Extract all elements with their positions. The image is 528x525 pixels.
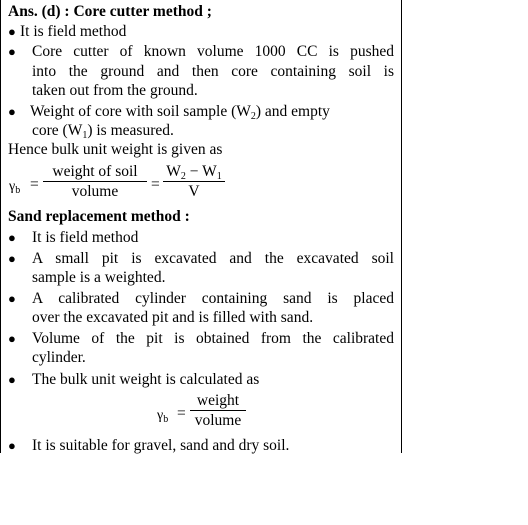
bullet-marker: ●: [8, 44, 16, 59]
gamma-b-symbol: $\gamma_b$: [157, 408, 169, 425]
sand-item-field-method: It is field method: [32, 229, 139, 246]
sand-item-cylinder-line2: over the excavated pit and is filled with sand.: [32, 309, 314, 326]
core-item-field-method: It is field method: [20, 23, 127, 40]
fraction-numerator: weight: [196, 392, 240, 409]
sand-item-volume-line2: cylinder.: [32, 349, 86, 366]
core-cutter-heading: Ans. (d) : Core cutter method ;: [8, 3, 212, 20]
hence-text: Hence bulk unit weight is given as: [8, 141, 223, 158]
sand-item-pit-line1: A small pit is excavated and the excavated soil: [32, 250, 394, 267]
fraction-w2-minus-w1-over-v: [163, 162, 225, 202]
core-item-cutter-line3: taken out from the ground.: [32, 82, 198, 99]
sand-item-volume-line1: Volume of the pit is obtained from the calibrated: [32, 330, 394, 347]
fraction-numerator: $W_2 - W_1$: [166, 163, 222, 182]
fraction-weight-over-volume: [190, 391, 246, 431]
core-item-weight-line1: Weight of core with soil sample $(W_2)$ and empty: [30, 103, 330, 122]
sand-replacement-heading: Sand replacement method :: [8, 208, 190, 225]
sand-item-pit-line2: sample is a weighted.: [32, 269, 166, 286]
fraction-denominator: volume: [71, 183, 119, 200]
bullet-marker: ●: [8, 291, 16, 306]
bullet-marker: ●: [8, 251, 16, 266]
sand-item-suitable: It is suitable for gravel, sand and dry soil.: [32, 437, 290, 454]
equals-sign: =: [177, 405, 186, 422]
fraction-weight-over-volume: [43, 162, 147, 202]
bullet-marker: ●: [8, 230, 16, 245]
bullet-marker: ●: [8, 331, 16, 346]
bullet-marker: ●: [8, 372, 16, 387]
equals-sign: =: [30, 176, 39, 193]
core-item-cutter-line2: into the ground and then core containing soil is: [32, 63, 394, 80]
fraction-numerator: weight of soil: [52, 163, 138, 180]
core-item-cutter-line1: Core cutter of known volume 1000 CC is pushed: [32, 43, 394, 60]
fraction-denominator: volume: [194, 412, 242, 429]
fraction-denominator: V: [188, 183, 200, 200]
bullet-marker: ●: [8, 24, 16, 39]
sand-item-cylinder-line1: A calibrated cylinder containing sand is placed: [32, 290, 394, 307]
core-item-weight-line2: core $(W_1)$ is measured.: [32, 122, 174, 141]
gamma-b-symbol: $\gamma_b$: [9, 179, 21, 196]
equals-sign: =: [151, 176, 160, 193]
sand-item-calculated: The bulk unit weight is calculated as: [32, 371, 260, 388]
bullet-marker: ●: [8, 438, 16, 453]
bullet-marker: ●: [8, 104, 16, 119]
